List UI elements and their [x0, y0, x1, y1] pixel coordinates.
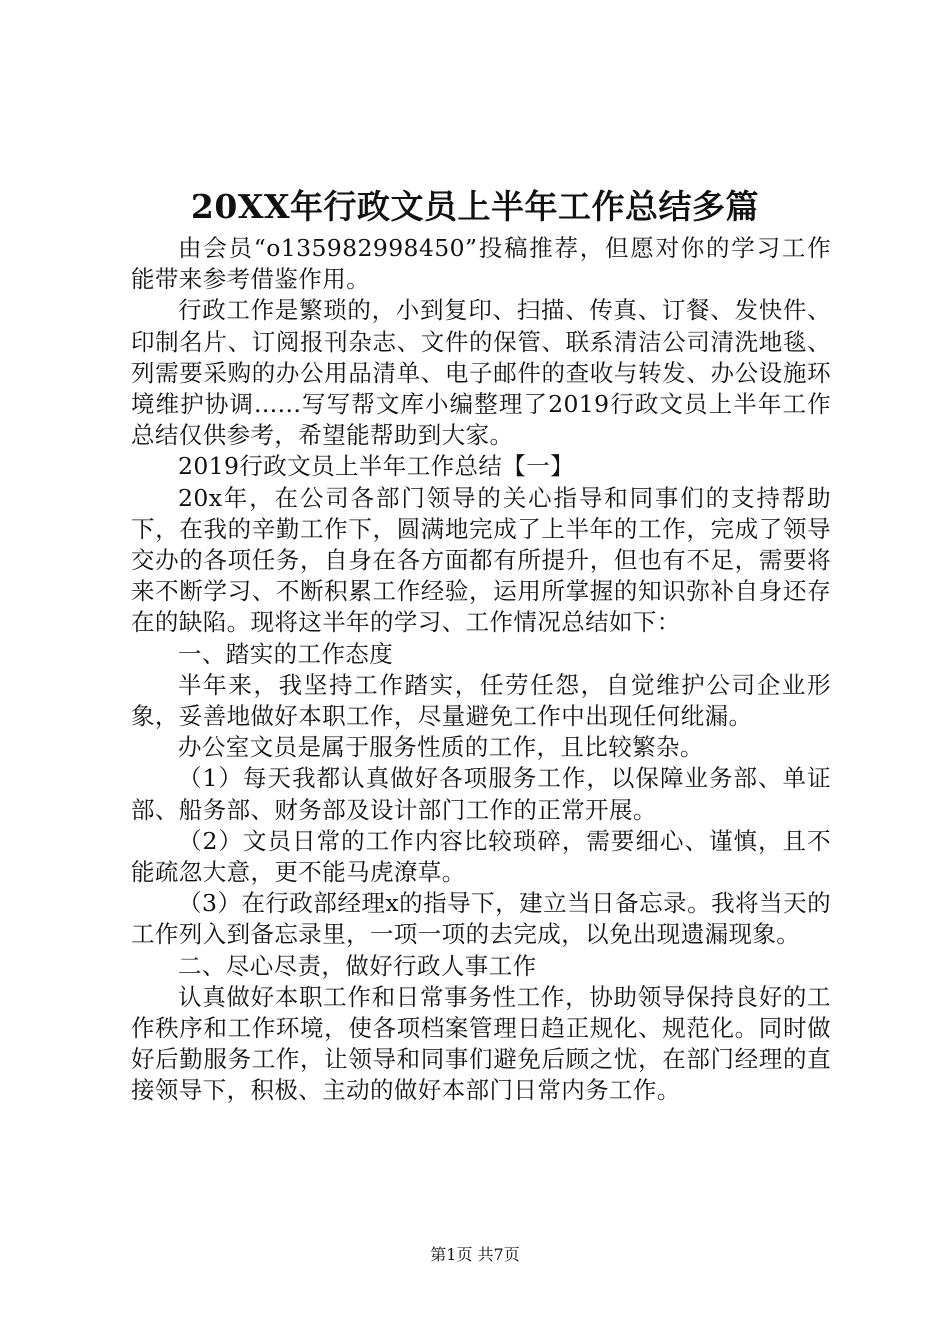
list-item-3: （3）在行政部经理x的指导下，建立当日备忘录。我将当天的工作列入到备忘录里，一项一项的去完成，以免出现遗漏现象。 [131, 889, 831, 949]
list-item-2: （2）文员日常的工作内容比较琐碎，需要细心、谨慎，且不能疏忽大意，更不能马虎潦草。 [131, 826, 831, 887]
document-title: 20XX年行政文员上半年工作总结多篇 [190, 187, 760, 226]
page-number-footer: 第1页 共7页 [430, 1245, 520, 1264]
subheading-attitude: 一、踏实的工作态度 [178, 639, 394, 668]
paragraph-overview: 行政工作是繁琐的，小到复印、扫描、传真、订餐、发快件、印制名片、订阅报刊杂志、文件的保管、联系清洁公司清洗地毯、列需要采购的办公用品清单、电子邮件的查收与转发、办公设施环境维护协调......写写帮文库小编整理了2019行政文员上半年工作总结仅供参考，希望能帮助到大家。 [131, 296, 831, 450]
paragraph-attitude: 半年来，我坚持工作踏实，任劳任怨，自觉维护公司企业形象，妥善地做好本职工作，尽量避免工作中出现任何纰漏。 [131, 670, 831, 731]
paragraph-service: 办公室文员是属于服务性质的工作，且比较繁杂。 [178, 733, 704, 762]
paragraph-summary: 20x年，在公司各部门领导的关心指导和同事们的支持帮助下，在我的辛勤工作下，圆满地完成了上半年的工作，完成了领导交办的各项任务，自身在各方面都有所提升，但也有不足，需要将来不断学习、不断积累工作经验，运用所掌握的知识弥补自身还存在的缺陷。现将这半年的学习、工作情况总结如下： [131, 483, 831, 637]
list-item-1: （1）每天我都认真做好各项服务工作，以保障业务部、单证部、船务部、财务部及设计部门工作的正常开展。 [131, 764, 831, 824]
paragraph-intro: 由会员“o135982998450”投稿推荐，但愿对你的学习工作能带来参考借鉴作用。 [131, 234, 831, 294]
subheading-responsibility: 二、尽心尽责，做好行政人事工作 [178, 951, 537, 980]
document-body [131, 233, 831, 1107]
section-heading-one: 2019行政文员上半年工作总结【一】 [178, 452, 575, 481]
paragraph-responsibility: 认真做好本职工作和日常事务性工作，协助领导保持良好的工作秩序和工作环境，使各项档案管理日趋正规化、规范化。同时做好后勤服务工作，让领导和同事们避免后顾之忧，在部门经理的直接领导下，积极、主动的做好本部门日常内务工作。 [131, 982, 831, 1105]
